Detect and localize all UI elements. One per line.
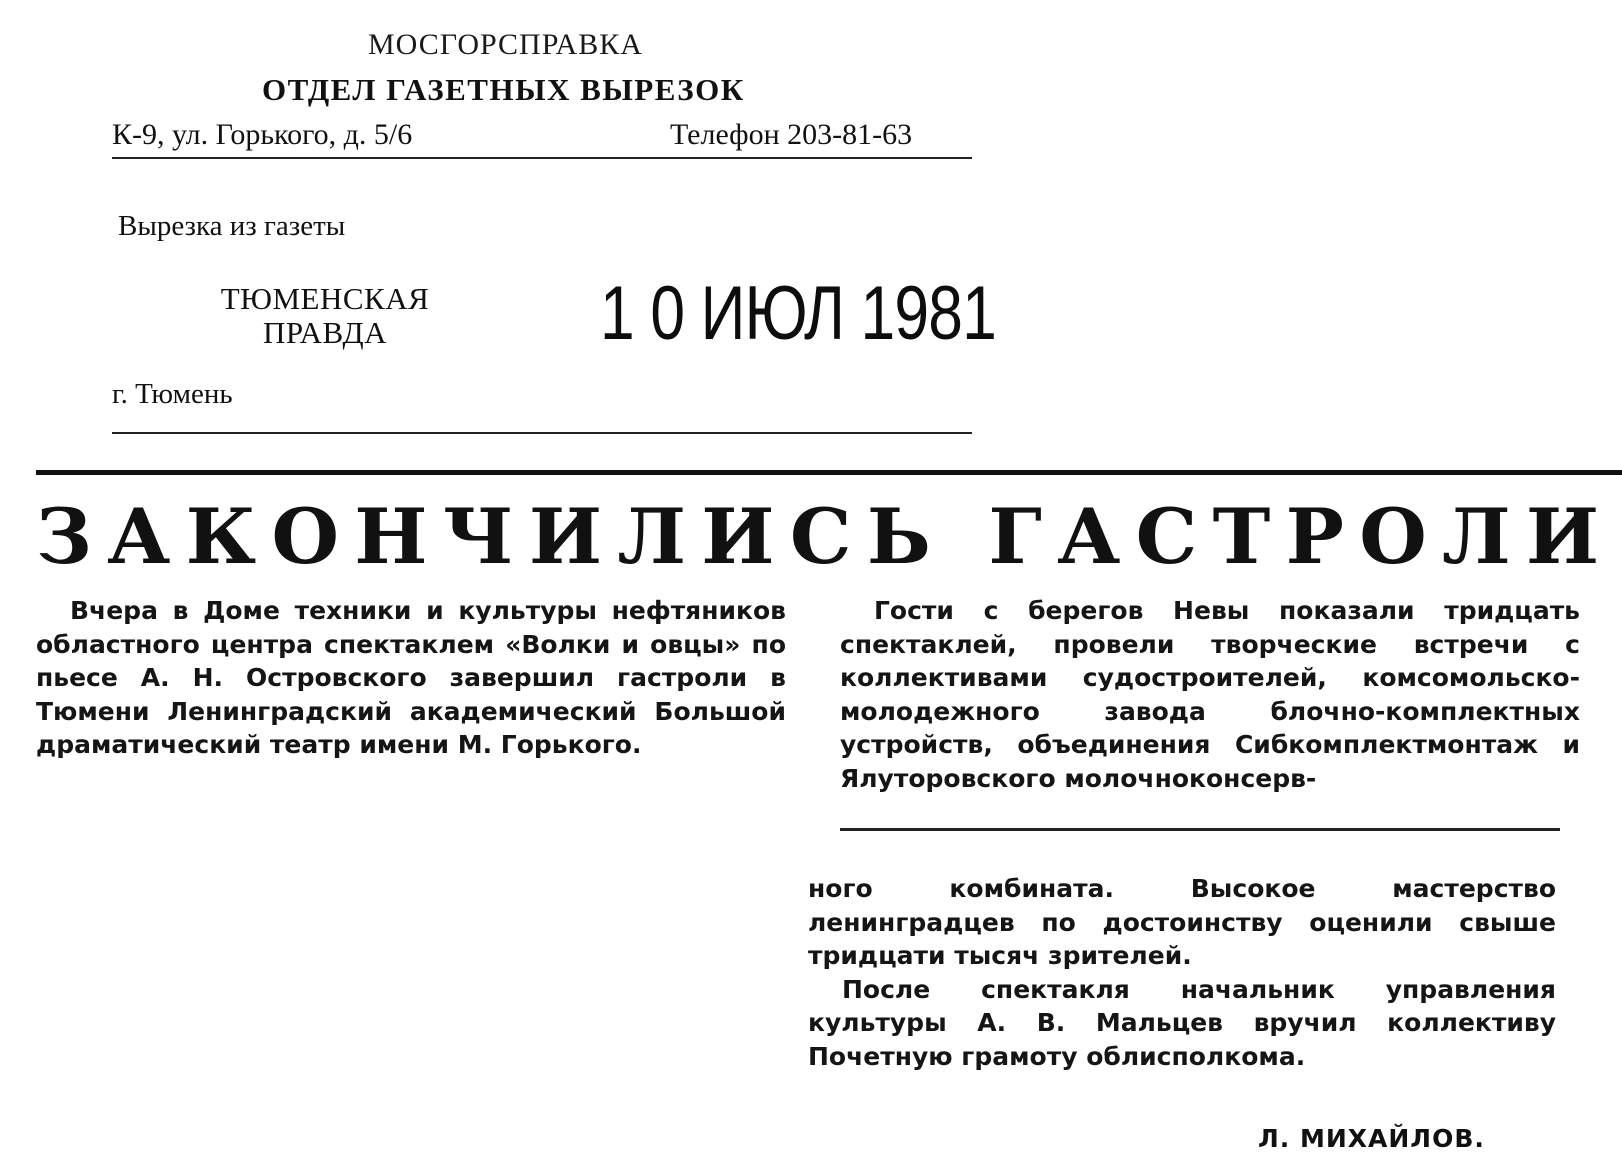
article-column-1 [36, 594, 786, 762]
article-top-rule [36, 470, 1622, 475]
organization-name: МОСГОРСПРАВКА [368, 28, 643, 61]
article-headline: ЗАКОНЧИЛИСЬ ГАСТРОЛИ [36, 492, 1615, 581]
newspaper-name-line2: ПРАВДА [262, 315, 388, 350]
header-divider [112, 157, 972, 159]
paragraph: Гости с берегов Невы показали тридцать спектаклей, провели творческие встречи с коллективами судостроителей, комсомольско-молодежного завода блочно-комплектных устройств, объединения Сибкомплектмонтаж и Ялуторовского молочноконсерв- [840, 596, 1580, 793]
clipping-label: Вырезка из газеты [118, 210, 346, 242]
paragraph: Вчера в Доме техники и культуры нефтяников областного центра спектаклем «Волки и овцы» по пьесе А. Н. Островского завершил гастроли в Тюмени Ленинградский академический Большой драматический театр имени М. Горького. [36, 596, 786, 759]
column-divider [840, 828, 1560, 831]
paragraph: После спектакля начальник управления культуры А. В. Мальцев вручил коллективу Почетную грамоту облисполкома. [808, 974, 1556, 1071]
clipping-divider [112, 432, 972, 434]
author-byline: Л. МИХАЙЛОВ. [1258, 1124, 1485, 1153]
department-name: ОТДЕЛ ГАЗЕТНЫХ ВЫРЕЗОК [262, 72, 745, 107]
city: г. Тюмень [112, 378, 233, 410]
article-column-2 [840, 594, 1580, 795]
address: К-9, ул. Горького, д. 5/6 [112, 118, 413, 151]
paragraph: ного комбината. Высокое мастерство ленинградцев по достоинству оценили свыше тридцати тысяч зрителей. [808, 874, 1556, 970]
phone: Телефон 203-81-63 [670, 118, 913, 151]
article-column-3 [808, 872, 1556, 1073]
newspaper-name-line1: ТЮМЕНСКАЯ [220, 281, 430, 316]
newspaper-name [200, 282, 450, 350]
date-stamp: 1 0 ИЮЛ 1981 [600, 271, 996, 356]
